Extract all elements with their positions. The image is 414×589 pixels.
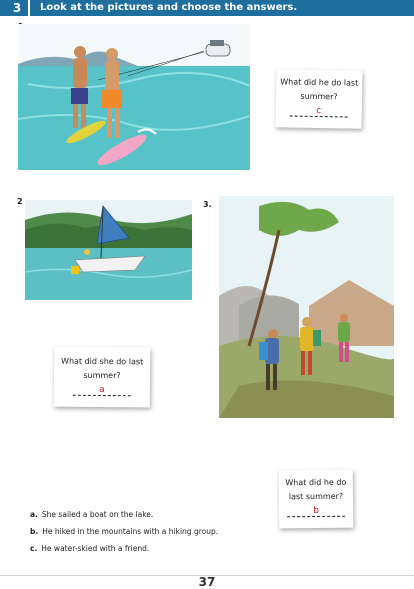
option-c-letter: c. [30,544,38,553]
sailing-picture [25,200,192,300]
question-2-card [54,347,151,408]
exercise-instruction: Look at the pictures and choose the answers. [40,2,298,13]
question-3-text: What did he do last summer? [285,477,347,502]
question-3-answer: b [313,505,320,517]
exercise-number: 3 [6,0,30,16]
question-2-answer: a [99,384,105,396]
option-a-text: She sailed a boat on the lake. [41,510,154,519]
question-1-answer: c [316,105,322,117]
question-2-number: 2 [17,197,23,206]
option-b [30,527,218,536]
water-skiing-picture [18,24,250,170]
question-2-text: What did she do last summer? [61,356,144,381]
question-3-number: 3. [203,200,212,209]
option-b-letter: b. [30,527,39,536]
hiking-picture [219,196,394,418]
exercise-header [0,0,414,16]
question-1-card [276,69,363,128]
option-a-letter: a. [30,510,38,519]
option-b-text: He hiked in the mountains with a hiking group. [42,527,219,536]
option-a [30,510,153,519]
question-1-text: What did he do last summer? [280,77,359,102]
option-c-text: He water-skied with a friend. [41,544,150,553]
page-number: 37 [198,575,216,589]
option-c [30,544,149,553]
question-3-card [279,470,354,529]
